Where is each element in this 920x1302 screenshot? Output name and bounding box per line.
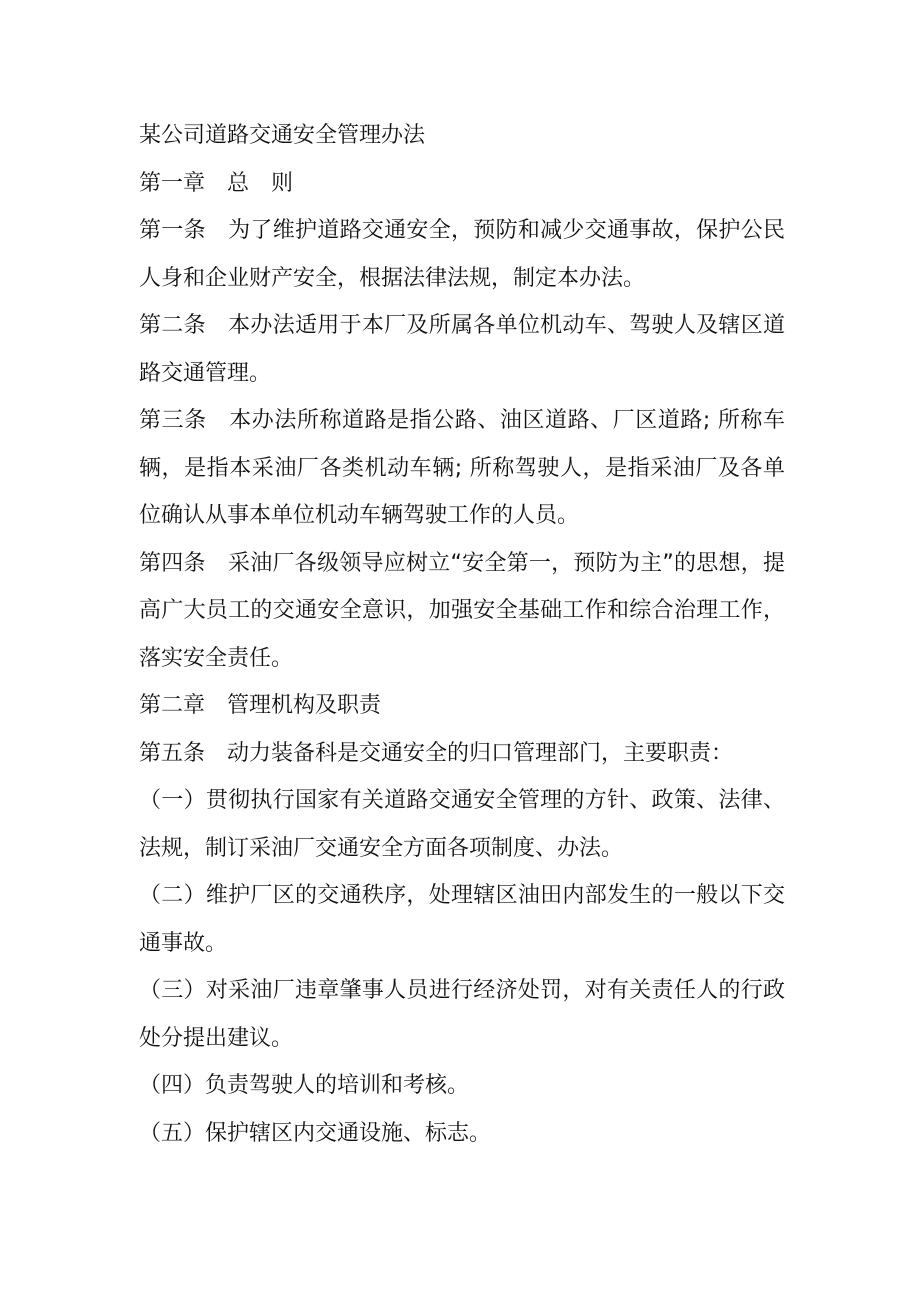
- document-title: 某公司道路交通安全管理办法: [139, 123, 426, 148]
- article-1: 第一条 为了维护道路交通安全，预防和减少交通事故，保护公民人身和企业财产安全，根据法律法规，制定本办法。: [139, 218, 785, 291]
- duty-item-3: （三）对采油厂违章肇事人员进行经济处罚，对有关责任人的行政处分提出建议。: [139, 978, 785, 1051]
- document-body: [139, 112, 785, 1157]
- article-5: 第五条 动力装备科是交通安全的归口管理部门，主要职责：: [139, 740, 734, 766]
- article-4: 第四条 采油厂各级领导应树立“安全第一，预防为主”的思想，提高广大员工的交通安全意识，加强安全基础工作和综合治理工作，落实安全责任。: [139, 550, 785, 671]
- duty-item-5: （五）保护辖区内交通设施、标志。: [139, 1120, 492, 1146]
- article-2: 第二条 本办法适用于本厂及所属各单位机动车、驾驶人及辖区道路交通管理。: [139, 313, 785, 386]
- duty-item-2: （二）维护厂区的交通秩序，处理辖区油田内部发生的一般以下交通事故。: [139, 883, 785, 956]
- article-3: 第三条 本办法所称道路是指公路、油区道路、厂区道路; 所称车辆，是指本采油厂各类机动车辆; 所称驾驶人，是指采油厂及各单位确认从事本单位机动车辆驾驶工作的人员。: [139, 408, 785, 528]
- chapter-2-heading: 第二章 管理机构及职责: [139, 693, 382, 718]
- duty-item-1: （一）贯彻执行国家有关道路交通安全管理的方针、政策、法律、法规，制订采油厂交通安全方面各项制度、办法。: [139, 788, 785, 861]
- chapter-1-heading: 第一章 总 则: [139, 170, 294, 196]
- duty-item-4: （四）负责驾驶人的培训和考核。: [139, 1073, 470, 1098]
